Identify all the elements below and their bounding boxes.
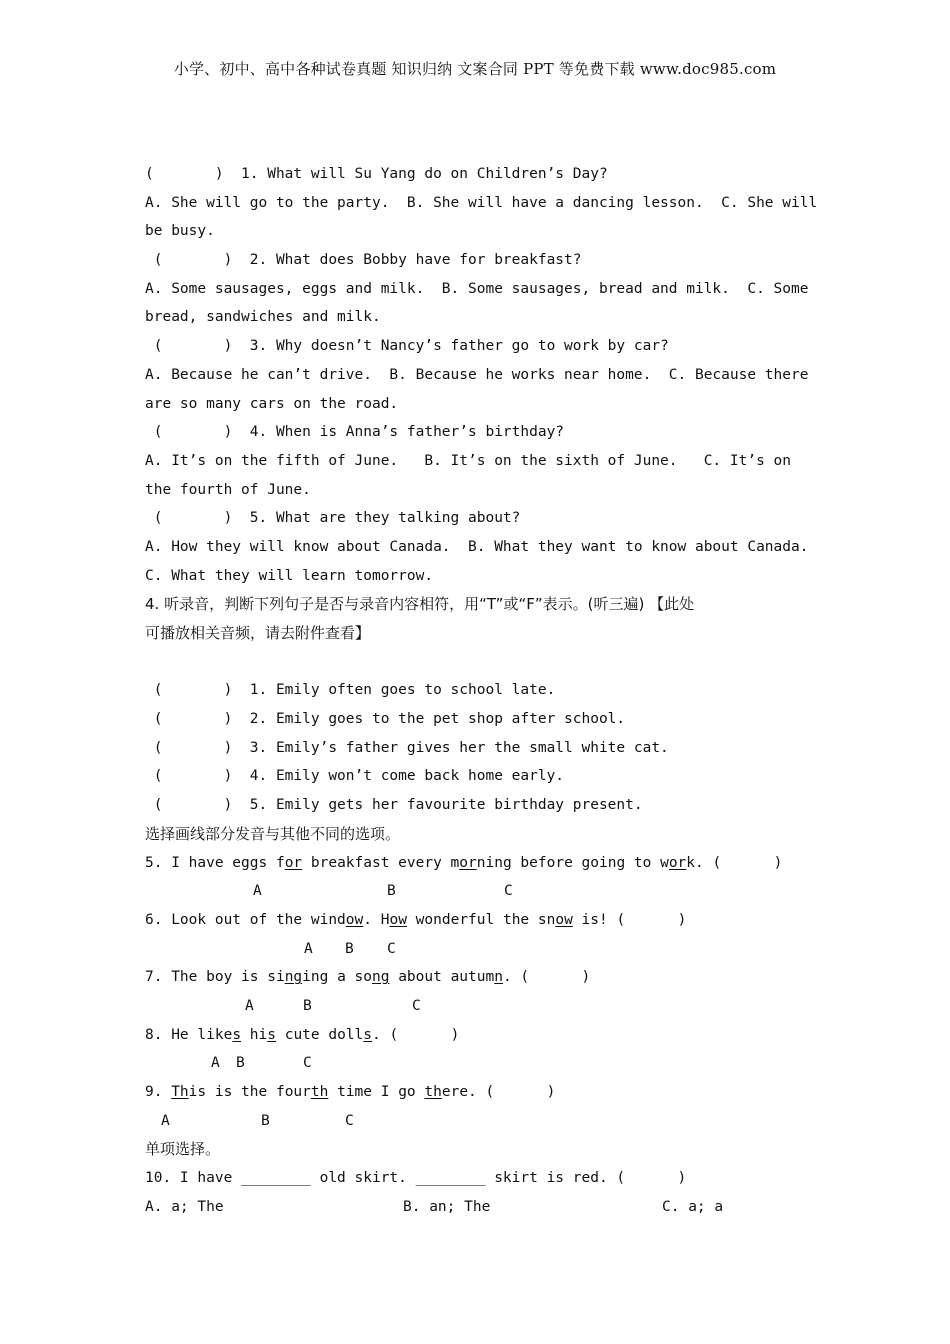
tf-item-5: ( ) 5. Emily gets her favourite birthday present. xyxy=(145,797,643,814)
q1-options-line1: A. She will go to the party. B. She will have a dancing lesson. C. She will xyxy=(145,194,818,211)
label-b: B xyxy=(345,940,354,957)
phonics-title: 选择画线部分发音与其他不同的选项。 xyxy=(145,824,401,843)
q10-option-a: A. a; The xyxy=(145,1198,224,1215)
label-a: A xyxy=(161,1112,170,1129)
phonics-q9-labels xyxy=(145,1107,805,1136)
phonics-q7-labels xyxy=(145,992,805,1021)
phonics-q7: 7. The boy is singing a song about autumn. ( ) xyxy=(145,969,591,986)
label-c: C xyxy=(504,883,513,900)
single-choice-title: 单项选择。 xyxy=(145,1140,221,1159)
label-a: A xyxy=(211,1055,220,1072)
phonics-q8: 8. He likes his cute dolls. ( ) xyxy=(145,1026,460,1043)
phonics-q6: 6. Look out of the window. How wonderful the snow is! ( ) xyxy=(145,911,687,928)
tf-item-1: ( ) 1. Emily often goes to school late. xyxy=(145,682,556,699)
tf-item-2: ( ) 2. Emily goes to the pet shop after school. xyxy=(145,711,626,728)
label-c: C xyxy=(303,1055,312,1072)
phonics-q5: 5. I have eggs for breakfast every morning before going to work. ( ) xyxy=(145,854,783,871)
label-a: A xyxy=(304,940,313,957)
q2-options-line2: bread, sandwiches and milk. xyxy=(145,309,381,326)
underlined-part-b: th xyxy=(310,1084,329,1100)
q3-options-line2: are so many cars on the road. xyxy=(145,395,399,412)
underlined-part-a: or xyxy=(284,854,303,871)
label-b: B xyxy=(236,1055,245,1072)
label-b: B xyxy=(387,883,396,900)
q3-stem: ( ) 3. Why doesn’t Nancy’s father go to work by car? xyxy=(145,338,669,355)
q2-options-line1: A. Some sausages, eggs and milk. B. Some sausages, bread and milk. C. Some xyxy=(145,280,809,297)
underlined-part-a: ng xyxy=(284,969,303,986)
q1-stem: ( ) 1. What will Su Yang do on Children’s Day? xyxy=(145,166,608,182)
section4-title-line2: 可播放相关音频，请去附件查看】 xyxy=(145,624,371,642)
phonics-q8-labels xyxy=(145,1049,805,1078)
underlined-part-b: ng xyxy=(372,969,390,986)
q4-stem: ( ) 4. When is Anna’s father’s birthday? xyxy=(145,424,565,441)
label-c: C xyxy=(387,940,396,957)
worksheet-body xyxy=(145,160,818,1221)
underlined-part-c: n xyxy=(494,969,503,986)
q4-options-line1: A. It’s on the fifth of June. B. It’s on the sixth of June. C. It’s on xyxy=(145,452,792,469)
underlined-part-b: ow xyxy=(389,911,407,928)
underlined-part-c: ow xyxy=(555,911,573,928)
q2-stem: ( ) 2. What does Bobby have for breakfast? xyxy=(145,252,582,269)
phonics-q5-labels xyxy=(145,877,805,906)
q5-options-line1: A. How they will know about Canada. B. What they want to know about Canada. xyxy=(145,538,809,555)
phonics-q9: 9. This is the fourth time I go there. ( ) xyxy=(145,1084,556,1100)
q10-option-c: C. a; a xyxy=(662,1198,724,1215)
q5-stem: ( ) 5. What are they talking about? xyxy=(145,510,521,527)
q10-options xyxy=(145,1193,805,1222)
q4-options-line2: the fourth of June. xyxy=(145,481,311,498)
phonics-q6-labels xyxy=(145,935,805,964)
label-c: C xyxy=(412,997,421,1014)
blank-line xyxy=(145,648,805,677)
underlined-part-c: s xyxy=(363,1026,373,1043)
q3-options-line1: A. Because he can’t drive. B. Because he works near home. C. Because there xyxy=(145,366,809,383)
underlined-part-a: Th xyxy=(171,1084,189,1100)
section4-title-line1: 4. 听录音，判断下列句子是否与录音内容相符，用“T”或“F”表示。(听三遍) 【此处 xyxy=(145,595,695,614)
underlined-part-a: s xyxy=(232,1026,242,1043)
underlined-part-b: s xyxy=(267,1026,276,1043)
q1-options-line2: be busy. xyxy=(145,223,215,240)
page-header: 小学、初中、高中各种试卷真题 知识归纳 文案合同 PPT 等免费下载 www.doc985.com xyxy=(173,60,777,78)
q5-options-line2: C. What they will learn tomorrow. xyxy=(145,567,434,584)
label-b: B xyxy=(261,1112,270,1129)
q10-option-b: B. an; The xyxy=(403,1198,491,1215)
label-b: B xyxy=(303,997,312,1014)
tf-item-4: ( ) 4. Emily won’t come back home early. xyxy=(145,768,565,785)
underlined-part-c: th xyxy=(424,1084,442,1100)
underlined-part-a: ow xyxy=(345,911,364,928)
label-c: C xyxy=(345,1112,354,1129)
tf-item-3: ( ) 3. Emily’s father gives her the small white cat. xyxy=(145,739,669,756)
q10-stem: 10. I have ________ old skirt. ________ skirt is red. ( ) xyxy=(145,1170,687,1187)
label-a: A xyxy=(253,883,262,900)
underlined-part-b: or xyxy=(459,854,477,871)
label-a: A xyxy=(245,997,254,1014)
underlined-part-c: or xyxy=(668,854,687,871)
